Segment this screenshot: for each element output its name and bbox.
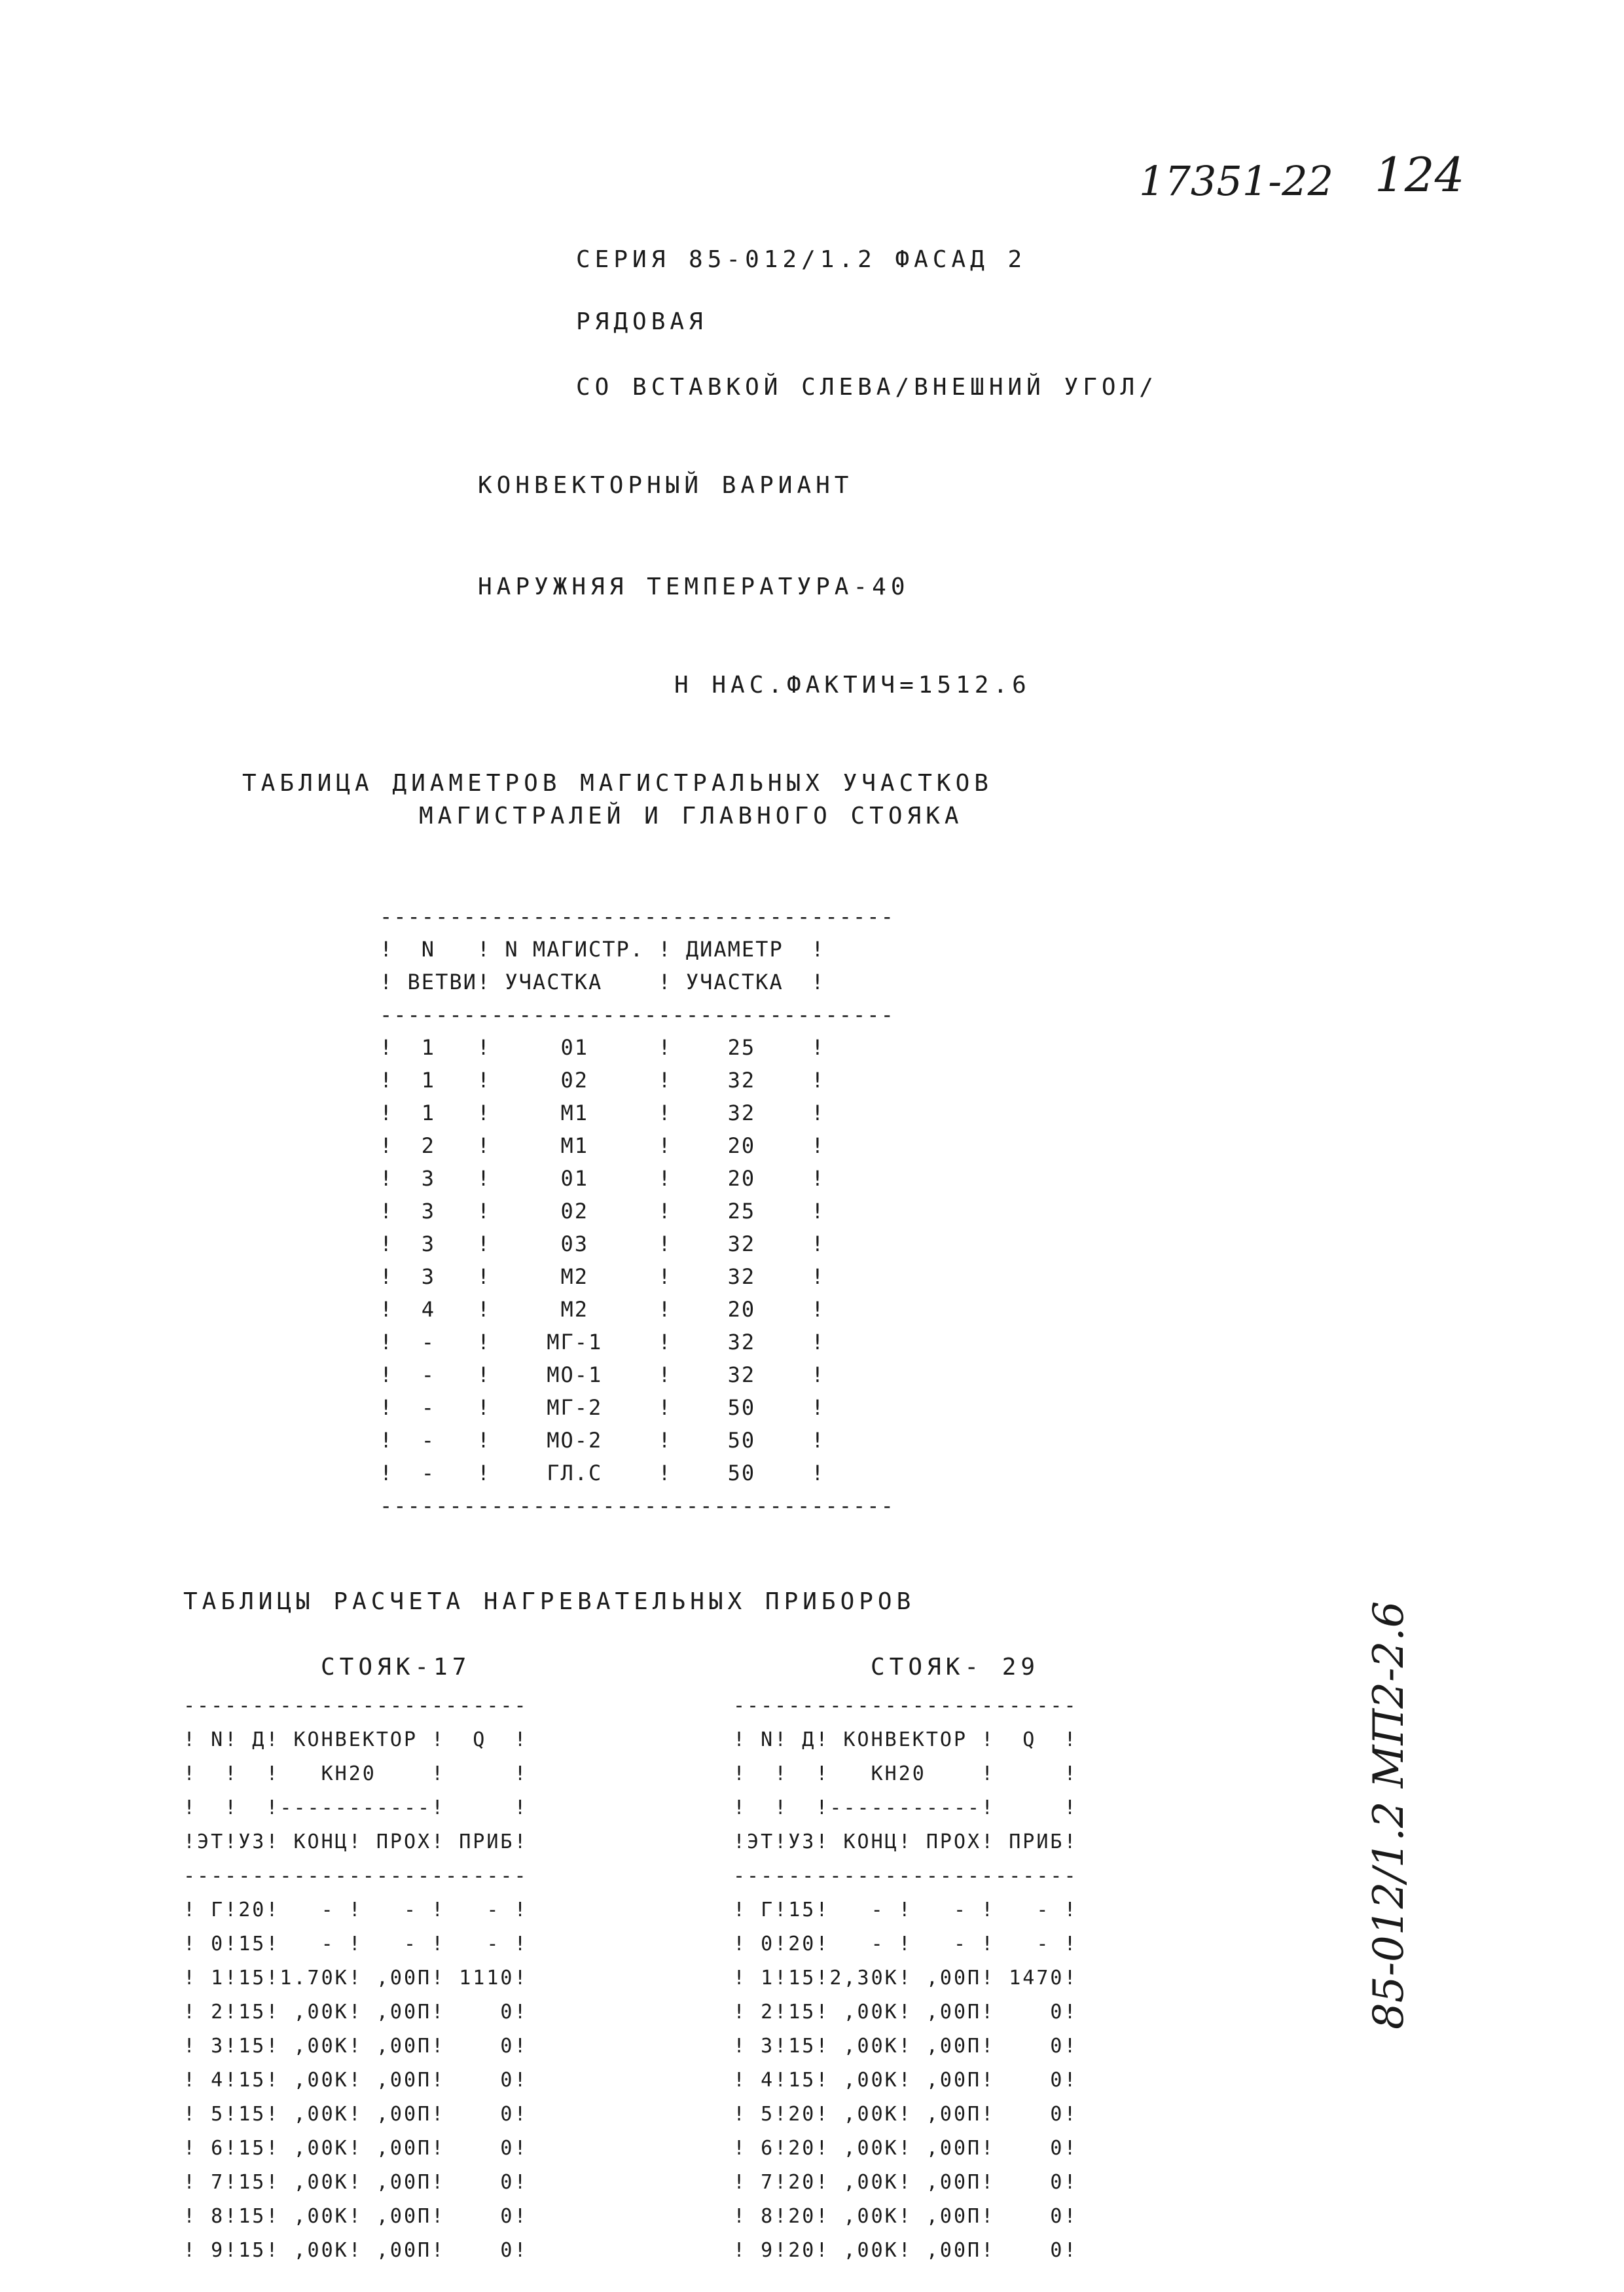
variant-line: КОНВЕКТОРНЫЙ ВАРИАНТ bbox=[478, 472, 854, 499]
page-number: 124 bbox=[1375, 147, 1465, 202]
side-stamp: 85-012/1.2 МП2-2.6 bbox=[1365, 1601, 1413, 2029]
outdoor-temperature: НАРУЖНЯЯ ТЕМПЕРАТУРА-40 bbox=[478, 573, 910, 600]
riser-29-table: ------------------------- ! N! Д! КОНВЕКТОР ! Q ! ! ! ! КН20 ! ! ! ! !-----------! ! !ЭТ!УЗ! КОНЦ! ПРОХ! ПРИБ! ------------------------- ! Г!15! - ! - ! - ! ! 0!20! - ! - ! - ! ! 1!15!2,30К! ,00П! 1470! ! 2!15! ,00К! ,00П! 0! ! 3!15! ,00К! ,00П! 0! ! 4!15! ,00К! ,00П! 0! ! 5!20! ,00К! ,00П! 0! ! 6!20! ,00К! ,00П! 0! ! 7!20! ,00К! ,00П! 0! ! 8!20! ,00К! ,00П! 0! ! 9!20! ,00К! ,00П! 0! bbox=[733, 1694, 1078, 2262]
series-line: СЕРИЯ 85-012/1.2 ФАСАД 2 bbox=[576, 246, 1027, 273]
pressure-actual: Н НАС.ФАКТИЧ=1512.6 bbox=[674, 672, 1031, 699]
riser-17-label: СТОЯК-17 bbox=[321, 1654, 471, 1681]
riser-17-table: ------------------------- ! N! Д! КОНВЕКТОР ! Q ! ! ! ! КН20 ! ! ! ! !-----------! ! !ЭТ!УЗ! КОНЦ! ПРОХ! ПРИБ! ------------------------- ! Г!20! - ! - ! - ! ! 0!15! - ! - ! - ! ! 1!15!1.70К! ,00П! 1110! ! 2!15! ,00К! ,00П! 0! ! 3!15! ,00К! ,00П! 0! ! 4!15! ,00К! ,00П! 0! ! 5!15! ,00К! ,00П! 0! ! 6!15! ,00К! ,00П! 0! ! 7!15! ,00К! ,00П! 0! ! 8!15! ,00К! ,00П! 0! ! 9!15! ,00К! ,00П! 0! bbox=[183, 1694, 528, 2262]
building-type: РЯДОВАЯ bbox=[576, 308, 708, 335]
insert-description: СО ВСТАВКОЙ СЛЕВА/ВНЕШНИЙ УГОЛ/ bbox=[576, 374, 1158, 401]
document-number: 17351-22 bbox=[1139, 157, 1334, 205]
heaters-table-title: ТАБЛИЦЫ РАСЧЕТА НАГРЕВАТЕЛЬНЫХ ПРИБОРОВ bbox=[183, 1588, 916, 1615]
diameters-table-title: ТАБЛИЦА ДИАМЕТРОВ МАГИСТРАЛЬНЫХ УЧАСТКОВ bbox=[242, 770, 993, 797]
diameters-table: ------------------------------------- ! N ! N МАГИСТР. ! ДИАМЕТР ! ! ВЕТВИ! УЧАСТКА ! УЧАСТКА ! ------------------------------------- ! 1 ! 01 ! 25 ! ! 1 ! 02 ! 32 ! ! 1 ! М1 ! 32 ! ! 2 ! М1 ! 20 ! ! 3 ! 01 ! 20 ! ! 3 ! 02 ! 25 ! ! 3 ! 03 ! 32 ! ! 3 ! М2 ! 32 ! ! 4 ! М2 ! 20 ! ! - ! МГ-1 ! 32 ! ! - ! МО-1 ! 32 ! ! - ! МГ-2 ! 50 ! ! - ! МО-2 ! 50 ! ! - ! ГЛ.С ! 50 ! ------------------------------------- bbox=[380, 904, 895, 1518]
diameters-table-subtitle: МАГИСТРАЛЕЙ И ГЛАВНОГО СТОЯКА bbox=[419, 803, 964, 829]
riser-29-label: СТОЯК- 29 bbox=[871, 1654, 1040, 1681]
